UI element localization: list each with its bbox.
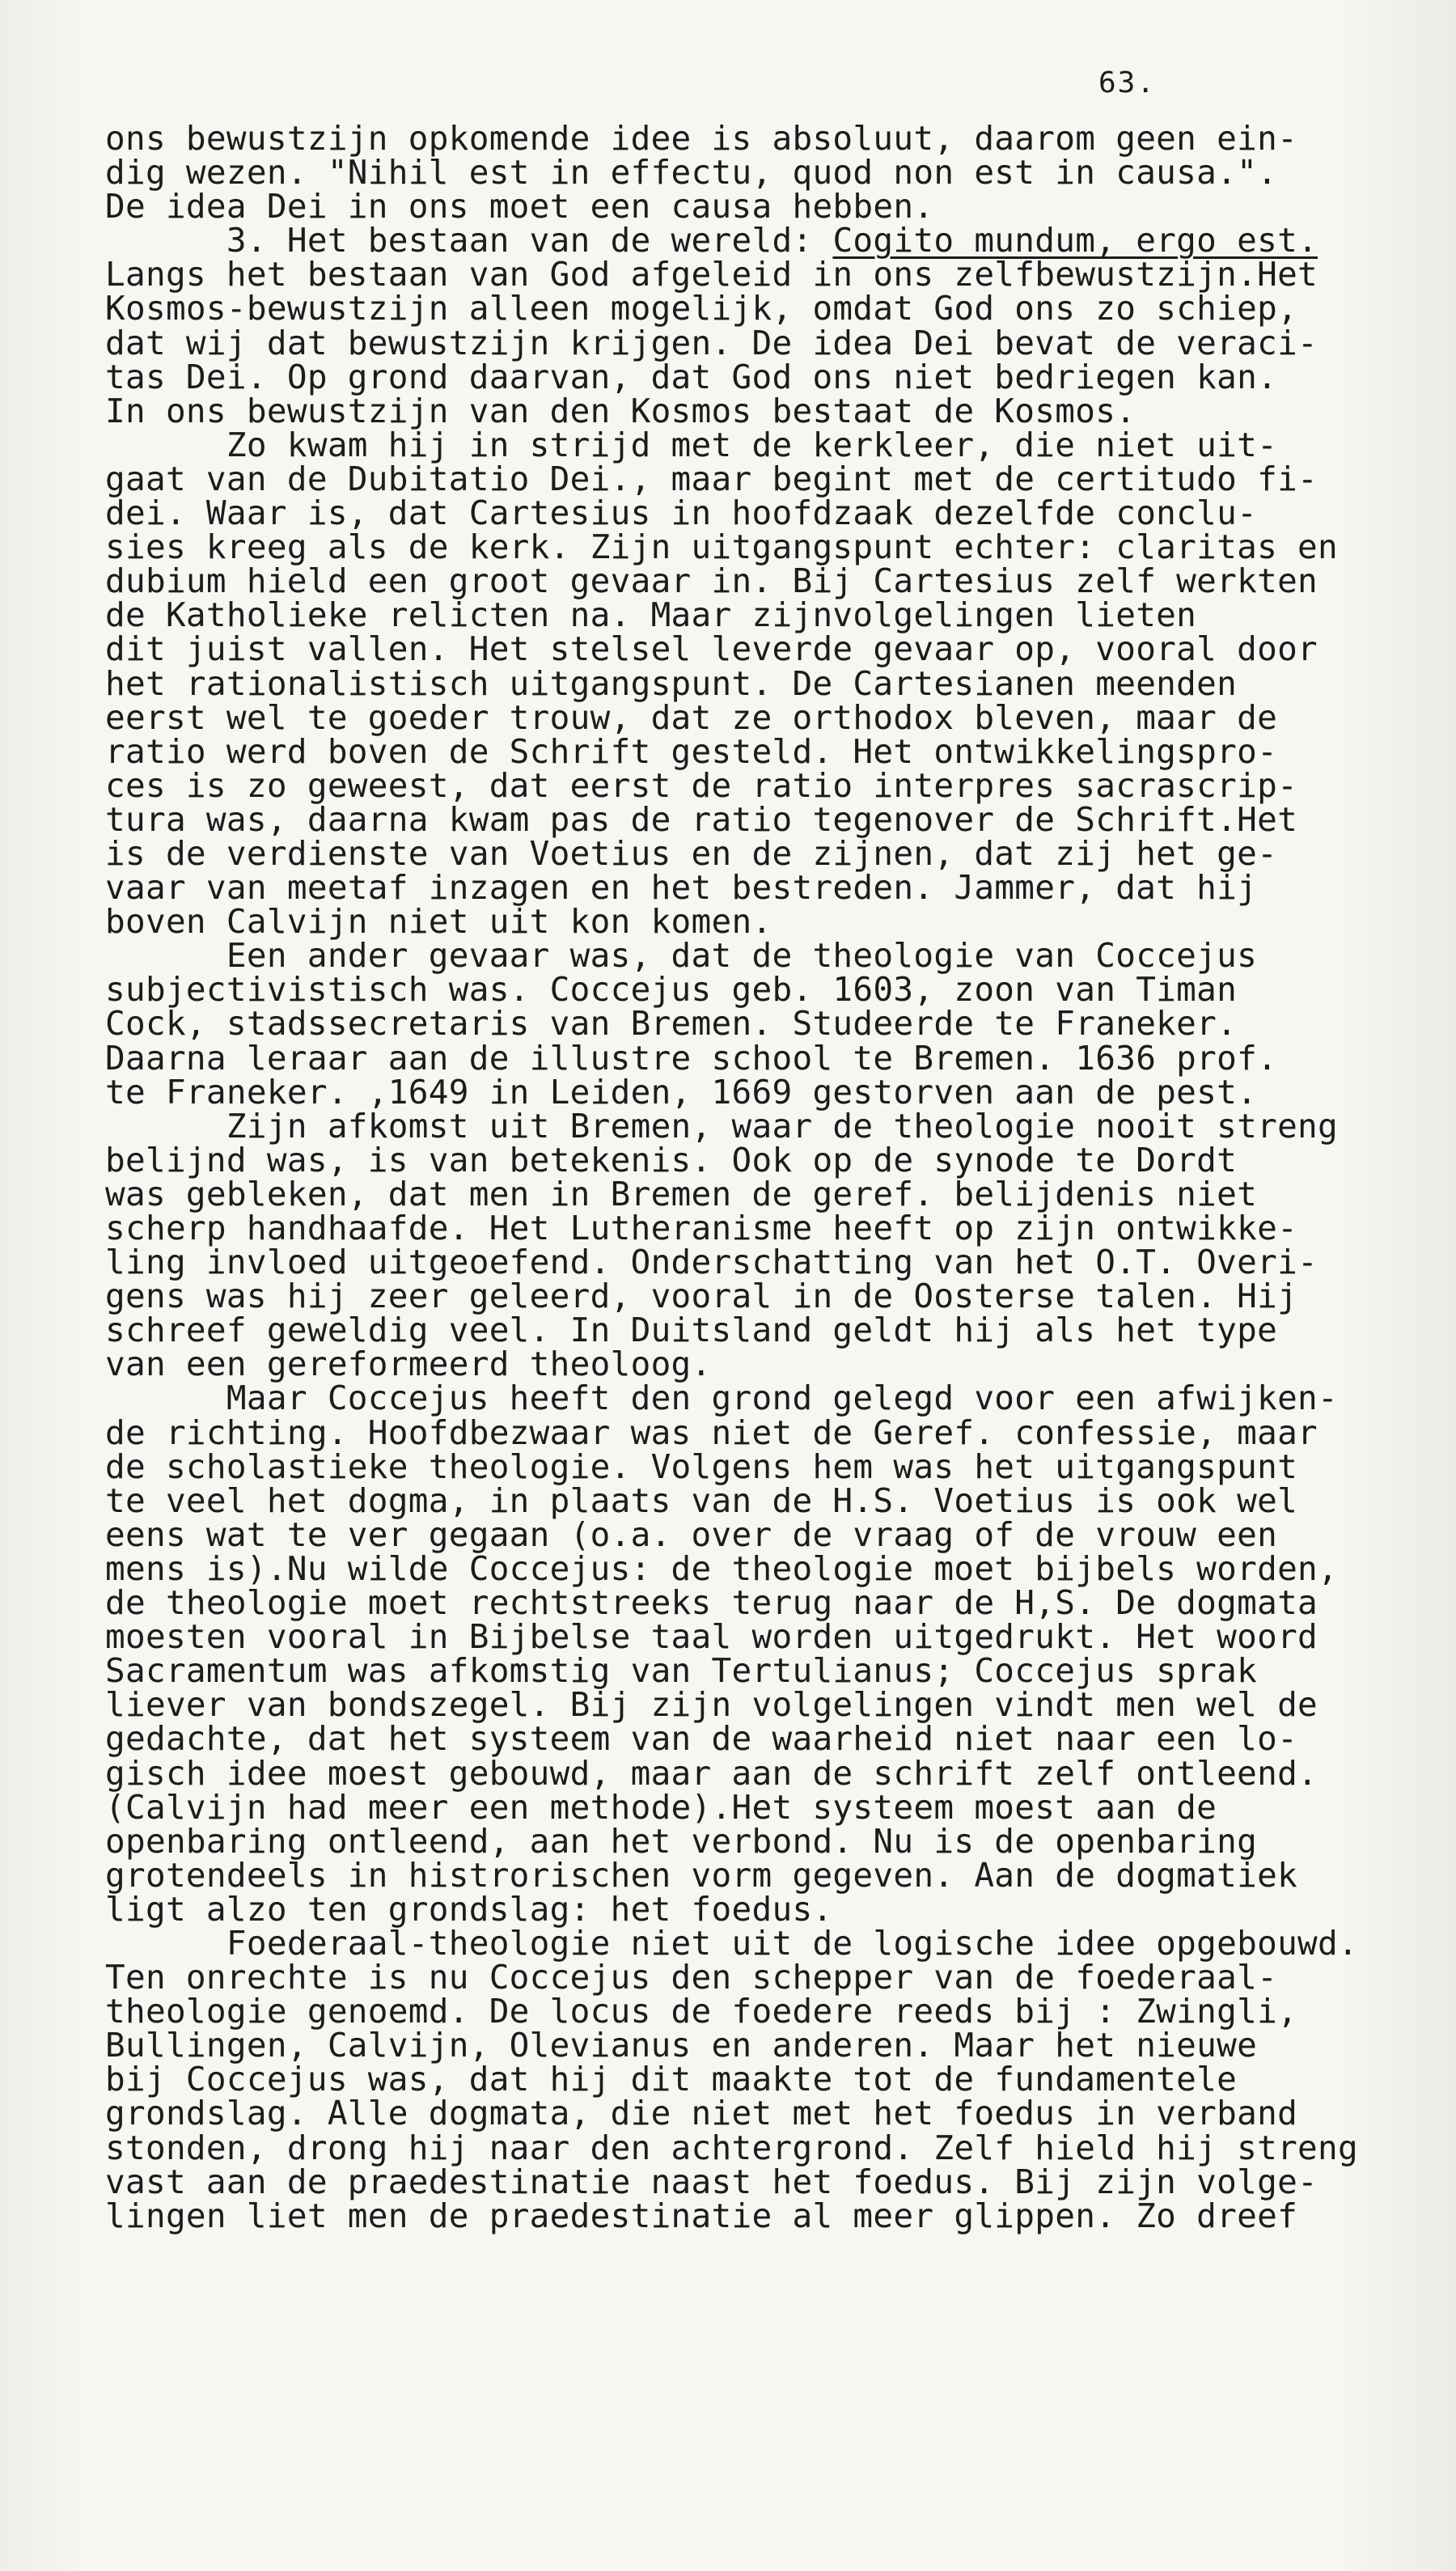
text-line: Cock, stadssecretaris van Bremen. Studeerde te Franeker. xyxy=(105,1004,1238,1044)
text-line: ces is zo geweest, dat eerst de ratio interpres sacrascrip- xyxy=(105,765,1298,805)
text-line: dei. Waar is, dat Cartesius in hoofdzaak dezelfde conclu- xyxy=(105,493,1258,533)
text-line: tas Dei. Op grond daarvan, dat God ons niet bedriegen kan. xyxy=(105,357,1278,396)
text-line: bij Coccejus was, dat hij dit maakte tot de fundamentele xyxy=(105,2060,1238,2099)
text-line: van een gereformeerd theoloog. xyxy=(105,1345,712,1384)
text-line: openbaring ontleend, aan het verbond. Nu is de openbaring xyxy=(105,1821,1258,1861)
text-line: ons bewustzijn opkomende idee is absoluut, daarom geen ein- xyxy=(105,119,1298,158)
body-text xyxy=(105,121,1367,2233)
text-line: gisch idee moest gebouwd, maar aan de schrift zelf ontleend. xyxy=(105,1753,1318,1793)
text-line: gedachte, dat het systeem van de waarheid niet naar een lo- xyxy=(105,1719,1298,1759)
text-line: Een ander gevaar was, dat de theologie van Coccejus xyxy=(105,936,1258,976)
text-line: De idea Dei in ons moet een causa hebben. xyxy=(105,187,934,227)
text-line: In ons bewustzijn van den Kosmos bestaat de Kosmos. xyxy=(105,391,1136,430)
text-line: liever van bondszegel. Bij zijn volgelingen vindt men wel de xyxy=(105,1685,1318,1725)
text-line: mens is).Nu wilde Coccejus: de theologie moet bijbels worden, xyxy=(105,1548,1339,1588)
text-line: vast aan de praedestinatie naast het foedus. Bij zijn volge- xyxy=(105,2162,1318,2201)
text-line: dit juist vallen. Het stelsel leverde gevaar op, vooral door xyxy=(105,629,1318,669)
text-line: moesten vooral in Bijbelse taal worden uitgedrukt. Het woord xyxy=(105,1617,1318,1657)
text-line: was gebleken, dat men in Bremen de geref. belijdenis niet xyxy=(105,1174,1258,1213)
text-line: belijnd was, is van betekenis. Ook op de synode te Dordt xyxy=(105,1140,1238,1180)
text-line: tura was, daarna kwam pas de ratio tegenover de Schrift.Het xyxy=(105,799,1298,839)
text-line: sies kreeg als de kerk. Zijn uitgangspunt echter: claritas en xyxy=(105,527,1339,567)
text-line: ling invloed uitgeoefend. Onderschatting van het O.T. Overi- xyxy=(105,1243,1318,1282)
text-line: grondslag. Alle dogmata, die niet met het foedus in verband xyxy=(105,2094,1298,2133)
text-line: vaar van meetaf inzagen en het bestreden. Jammer, dat hij xyxy=(105,868,1258,908)
text-line: de theologie moet rechtstreeks terug naar de H,S. De dogmata xyxy=(105,1583,1318,1623)
text-line: eerst wel te goeder trouw, dat ze orthodox bleven, maar de xyxy=(105,697,1278,737)
text-line: eens wat te ver gegaan (o.a. over de vraag of de vrouw een xyxy=(105,1514,1278,1554)
text-line: lingen liet men de praedestinatie al meer glippen. Zo dreef xyxy=(105,2196,1298,2235)
text-line: de Katholieke relicten na. Maar zijnvolgelingen lieten xyxy=(105,595,1197,635)
text-line: Kosmos-bewustzijn alleen mogelijk, omdat God ons zo schiep, xyxy=(105,289,1298,328)
text-line: schreef geweldig veel. In Duitsland geldt hij als het type xyxy=(105,1311,1278,1350)
text-line: Bullingen, Calvijn, Olevianus en anderen. Maar het nieuwe xyxy=(105,2026,1258,2065)
text-line: Zo kwam hij in strijd met de kerkleer, die niet uit- xyxy=(105,425,1278,464)
text-line: Daarna leraar aan de illustre school te Bremen. 1636 prof. xyxy=(105,1038,1278,1078)
text-line: Langs het bestaan van God afgeleid in ons zelfbewustzijn.Het xyxy=(105,255,1318,294)
text-line: subjectivistisch was. Coccejus geb. 1603, zoon van Timan xyxy=(105,970,1238,1010)
text-line: gaat van de Dubitatio Dei., maar begint met de certitudo fi- xyxy=(105,459,1318,498)
page-number: 63. xyxy=(1098,66,1157,100)
text-line: scherp handhaafde. Het Lutheranisme heeft op zijn ontwikke- xyxy=(105,1209,1298,1247)
underlined-phrase: Cogito mundum, ergo est. xyxy=(832,221,1318,260)
text-line: dat wij dat bewustzijn krijgen. De idea Dei bevat de veraci- xyxy=(105,323,1318,362)
text-line: Sacramentum was afkomstig van Tertulianus; Coccejus sprak xyxy=(105,1651,1258,1691)
text-line: de richting. Hoofdbezwaar was niet de Geref. confessie, maar xyxy=(105,1413,1318,1452)
text-line: ligt alzo ten grondslag: het foedus. xyxy=(105,1889,833,1929)
text-line: is de verdienste van Voetius en de zijnen, dat zij het ge- xyxy=(105,833,1278,873)
text-line: Foederaal-theologie niet uit de logische idee opgebouwd. xyxy=(105,1923,1359,1963)
text-line: (Calvijn had meer een methode).Het systeem moest aan de xyxy=(105,1787,1217,1827)
text-line: Zijn afkomst uit Bremen, waar de theologie nooit streng xyxy=(105,1106,1339,1146)
text-line: stonden, drong hij naar den achtergrond. Zelf hield hij streng xyxy=(105,2128,1359,2167)
text-line: dig wezen. "Nihil est in effectu, quod non est in causa.". xyxy=(105,153,1278,193)
text-line: te Franeker. ,1649 in Leiden, 1669 gestorven aan de pest. xyxy=(105,1072,1258,1112)
text-line: Maar Coccejus heeft den grond gelegd voor een afwijken- xyxy=(105,1379,1339,1418)
text-line: 3. Het bestaan van de wereld: Cogito mundum, ergo est. xyxy=(105,221,1318,260)
text-line: de scholastieke theologie. Volgens hem was het uitgangspunt xyxy=(105,1446,1298,1486)
text-line: dubium hield een groot gevaar in. Bij Cartesius zelf werkten xyxy=(105,561,1318,601)
text-line: ratio werd boven de Schrift gesteld. Het ontwikkelingspro- xyxy=(105,731,1278,771)
text-line: Ten onrechte is nu Coccejus den schepper van de foederaal- xyxy=(105,1958,1278,1997)
text-line: theologie genoemd. De locus de foedere reeds bij : Zwingli, xyxy=(105,1992,1298,2031)
text-line: grotendeels in histrorischen vorm gegeven. Aan de dogmatiek xyxy=(105,1855,1298,1895)
text-line: te veel het dogma, in plaats van de H.S. Voetius is ook wel xyxy=(105,1480,1298,1520)
text-line: gens was hij zeer geleerd, vooral in de Oosterse talen. Hij xyxy=(105,1277,1298,1316)
text-line: boven Calvijn niet uit kon komen. xyxy=(105,902,772,942)
text-line: het rationalistisch uitgangspunt. De Cartesianen meenden xyxy=(105,663,1238,703)
